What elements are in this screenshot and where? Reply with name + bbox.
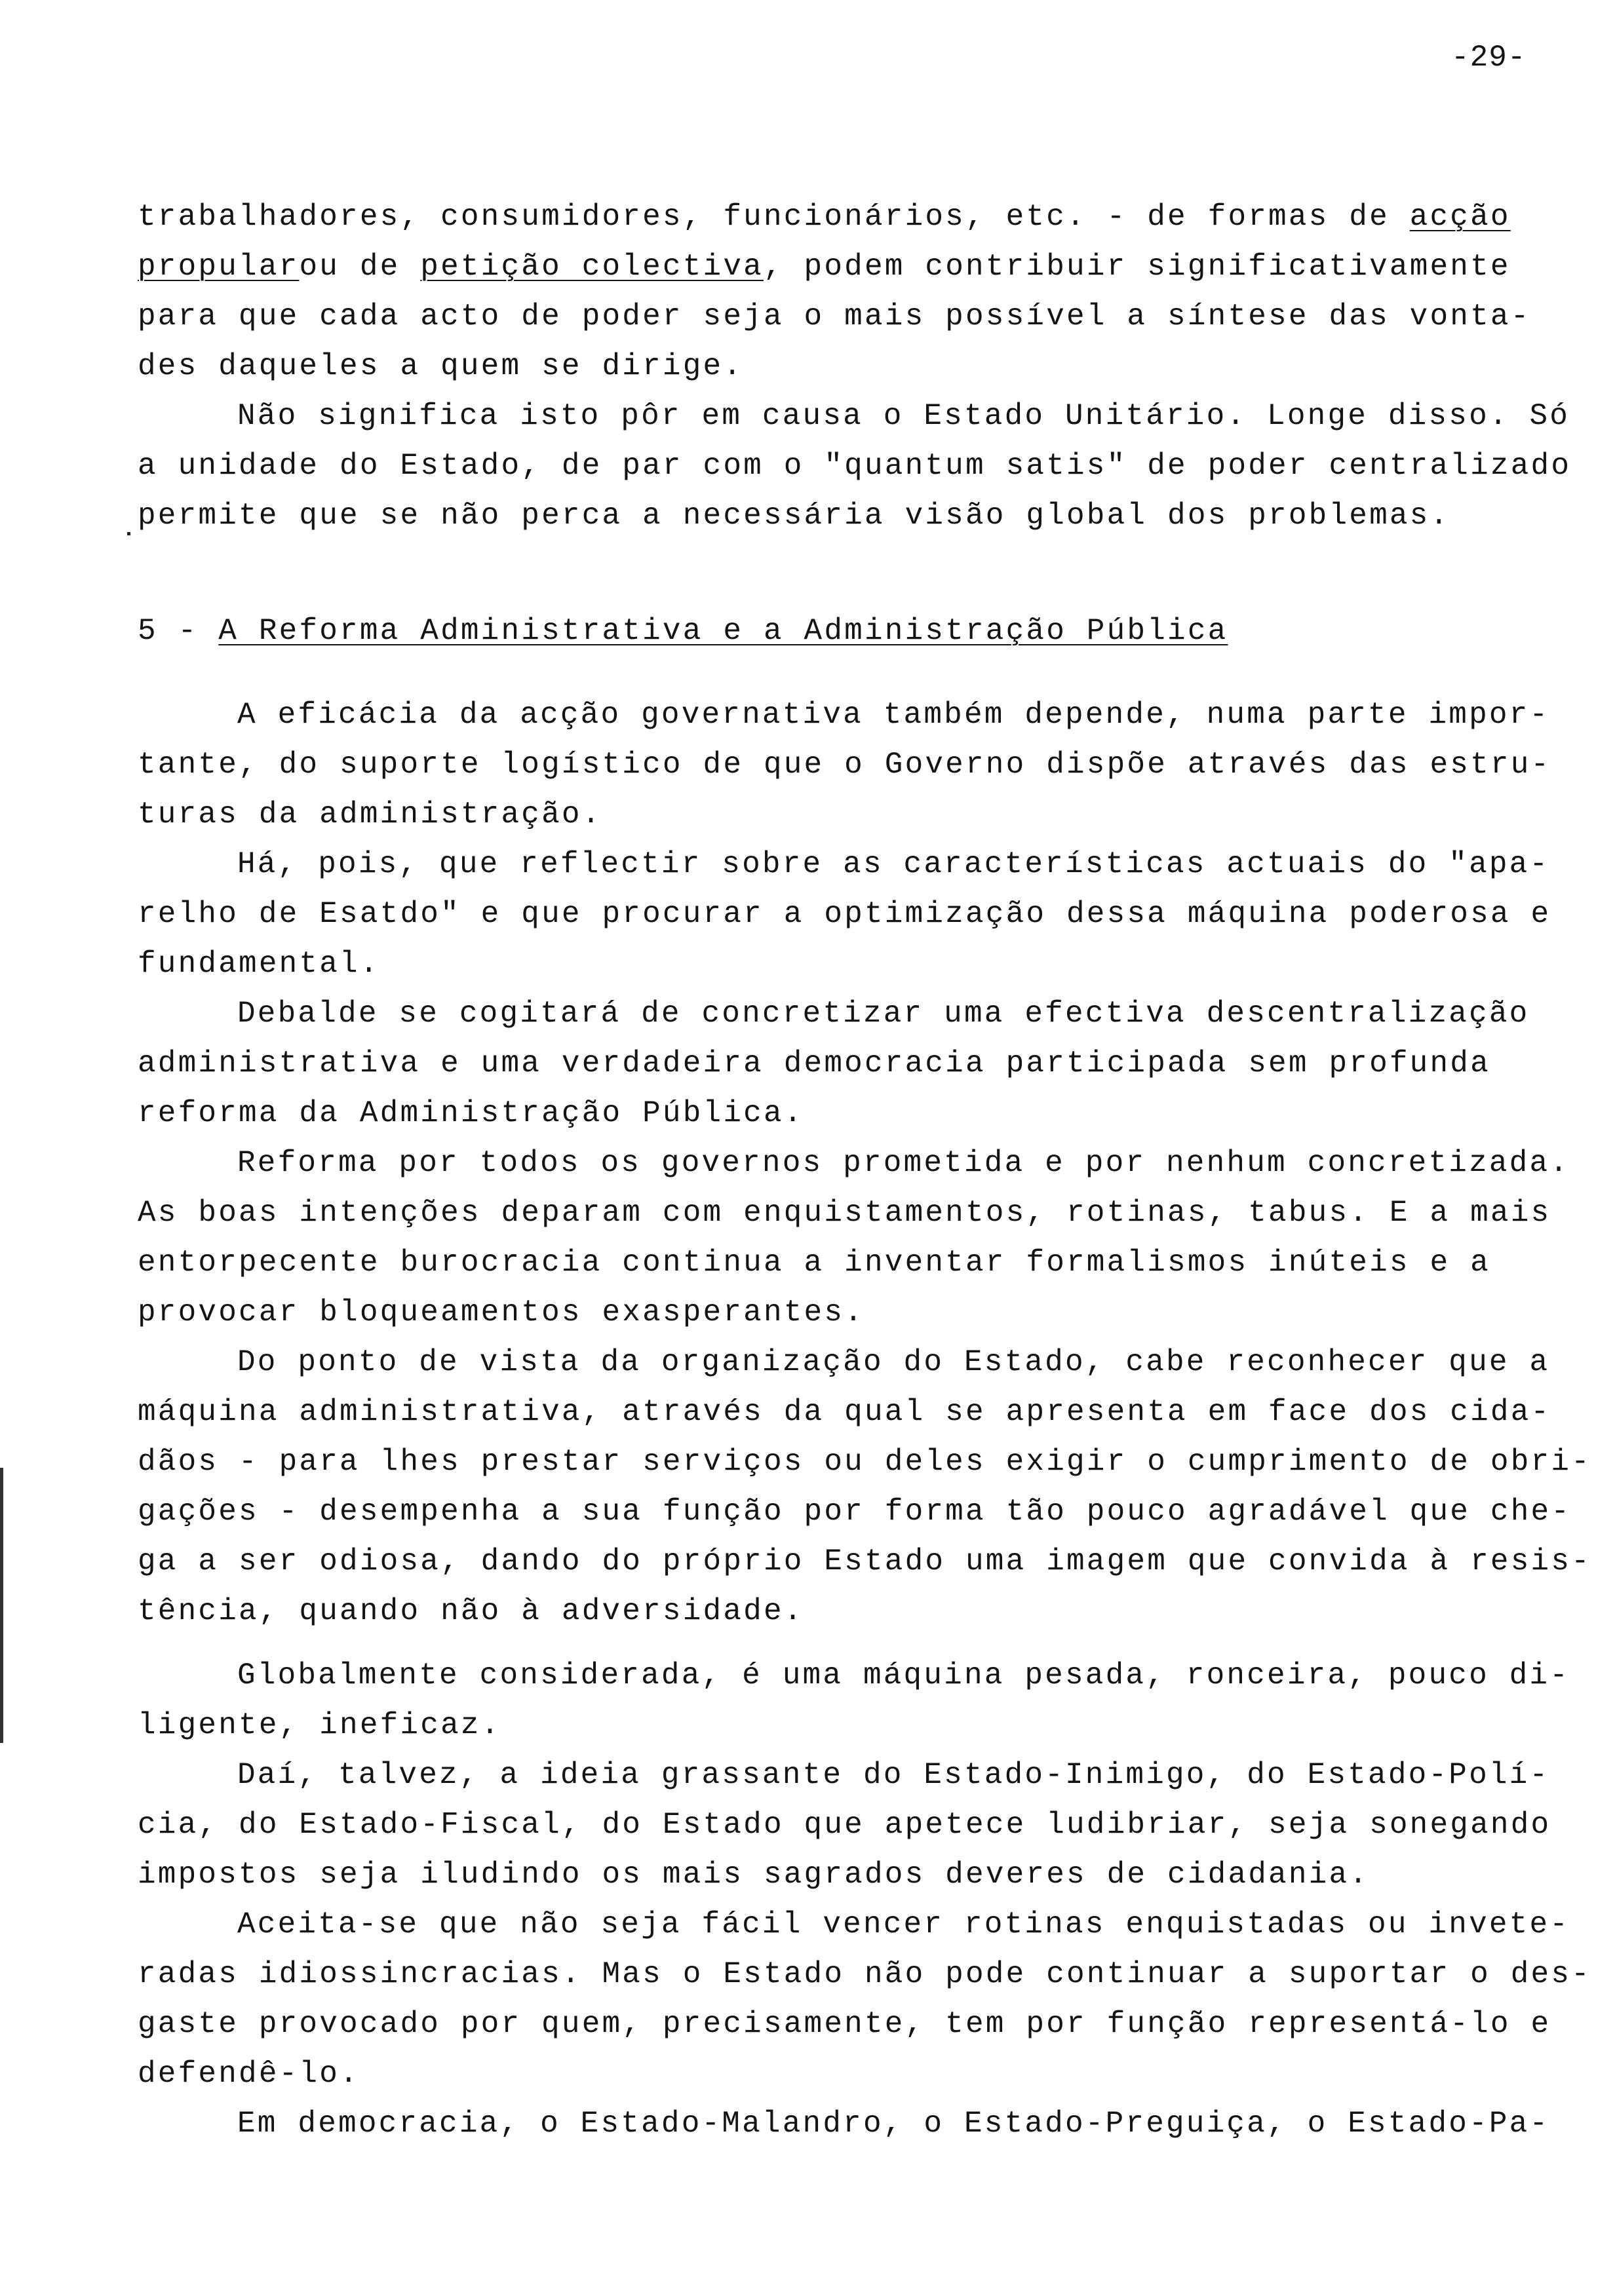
text-line: Daí, talvez, a ideia grassante do Estado-Inimigo, do Estado-Polí- — [237, 1758, 1550, 1792]
text-line: administrativa e uma verdadeira democracia participada sem profunda — [138, 1046, 1490, 1081]
text-line: turas da administração. — [138, 797, 602, 832]
text-line: ligente, ineficaz. — [138, 1708, 501, 1742]
text-line: impostos seja iludindo os mais sagrados deveres de cidadania. — [138, 1858, 1370, 1892]
text-line: Há, pois, que reflectir sobre as características actuais do "apa- — [237, 847, 1550, 881]
section-title: A Reforma Administrativa e a Administração Pública — [218, 614, 1228, 648]
text-span: trabalhadores, consumidores, funcionários, etc. - de formas de — [138, 200, 1410, 234]
underlined-term: propular — [138, 250, 300, 284]
margin-mark — [127, 532, 130, 535]
text-line: máquina administrativa, através da qual se apresenta em face dos cida- — [138, 1395, 1551, 1429]
page-number: -29- — [1451, 41, 1527, 75]
text-line: gações - desempenha a sua função por forma tão pouco agradável que che- — [138, 1495, 1572, 1529]
text-line: dãos - para lhes prestar serviços ou deles exigir o cumprimento de obri- — [138, 1445, 1591, 1479]
text-line: Do ponto de vista da organização do Estado, cabe reconhecer que a — [237, 1345, 1550, 1379]
text-span: ou de — [299, 250, 421, 284]
text-line: cia, do Estado-Fiscal, do Estado que apetece ludibriar, seja sonegando — [138, 1808, 1551, 1842]
text-line: des daqueles a quem se dirige. — [138, 349, 744, 383]
text-line: gaste provocado por quem, precisamente, tem por função representá-lo e — [138, 2007, 1551, 2041]
text-line: fundamental. — [138, 947, 380, 981]
text-line: provocar bloqueamentos exasperantes. — [138, 1295, 865, 1330]
text-line: tência, quando não à adversidade. — [138, 1594, 804, 1628]
text-line: Globalmente considerada, é uma máquina pesada, ronceira, pouco di- — [237, 1658, 1570, 1693]
text-line: reforma da Administração Pública. — [138, 1096, 804, 1130]
text-line: radas idiossincracias. Mas o Estado não pode continuar a suportar o des- — [138, 1957, 1591, 1991]
text-line: tante, do suporte logístico de que o Governo dispõe através das estru- — [138, 748, 1551, 782]
text-line: Aceita-se que não seja fácil vencer rotinas enquistadas ou invete- — [237, 1907, 1570, 1942]
text-line: A eficácia da acção governativa também depende, numa parte impor- — [237, 698, 1550, 732]
text-line: ga a ser odiosa, dando do próprio Estado uma imagem que convida à resis- — [138, 1544, 1591, 1578]
section-number: 5 - — [138, 614, 219, 648]
text-line: Debalde se cogitará de concretizar uma efectiva descentralização — [237, 997, 1530, 1031]
underlined-term: petição colectiva — [420, 250, 764, 284]
text-line: As boas intenções deparam com enquistamentos, rotinas, tabus. E a mais — [138, 1196, 1551, 1230]
text-line: defendê-lo. — [138, 2057, 360, 2091]
text-line — [138, 252, 1511, 282]
text-line: entorpecente burocracia continua a inventar formalismos inúteis e a — [138, 1246, 1490, 1280]
text-line: Reforma por todos os governos prometida e por nenhum concretizada. — [237, 1146, 1570, 1180]
scan-edge-line — [0, 1468, 3, 1743]
text-line: Não significa isto pôr em causa o Estado Unitário. Longe disso. Só — [237, 399, 1570, 433]
text-line: a unidade do Estado, de par com o "quantum satis" de poder centralizado — [138, 449, 1572, 483]
text-line: relho de Esatdo" e que procurar a optimização dessa máquina poderosa e — [138, 897, 1551, 931]
text-span: , podem contribuir significativamente — [763, 250, 1511, 284]
text-line: para que cada acto de poder seja o mais possível a síntese das vonta- — [138, 299, 1531, 334]
text-line: Em democracia, o Estado-Malandro, o Estado-Preguiça, o Estado-Pa- — [237, 2107, 1550, 2141]
text-line — [138, 202, 1511, 232]
section-heading — [138, 616, 1228, 646]
underlined-term: acção — [1409, 200, 1511, 234]
text-line: permite que se não perca a necessária visão global dos problemas. — [138, 499, 1450, 533]
